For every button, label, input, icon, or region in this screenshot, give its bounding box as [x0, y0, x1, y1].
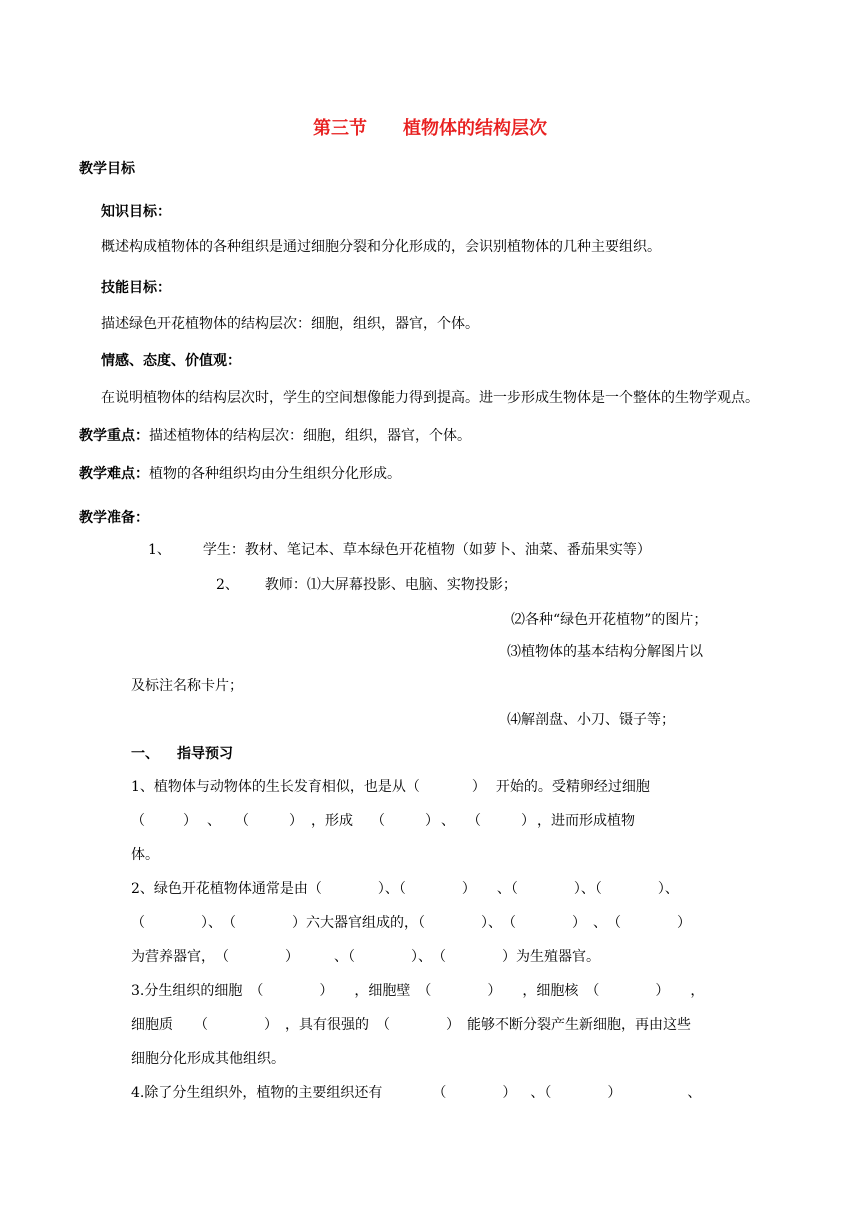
q4-blank-2: 、（ ）: [530, 1085, 622, 1101]
prep-sub-4: ⑷解剖盘、小刀、镊子等；: [507, 712, 675, 728]
key-point-text: 描述植物体的结构层次：细胞，组织，器官，个体。: [149, 428, 471, 444]
q1-mid-text: ，形成: [311, 813, 353, 829]
q1-end-text: ，进而形成植物: [537, 813, 635, 829]
q1-blank-close: ）: [471, 779, 486, 795]
question-2-line-2: （ ）、 （ ）六大器官组成的，（ ）、 （ ） 、 （ ）: [131, 915, 691, 931]
question-1-line-3: 体。: [131, 847, 159, 863]
prep-sub-2: ⑵各种“绿色开花植物”的图片；: [511, 612, 708, 628]
prep-item-2-number: 2、: [216, 577, 239, 593]
difficulty: [79, 465, 401, 483]
prep-item-1: [148, 541, 651, 559]
section-1-number: 一、: [131, 746, 159, 762]
difficulty-label: 教学难点：: [79, 466, 149, 482]
prep-item-2-text: 教师：⑴大屏幕投影、电脑、实物投影；: [264, 577, 517, 593]
prep-sub-3: ⑶植物体的基本结构分解图片以: [507, 644, 703, 660]
question-3-line-2: 细胞质 （ ） ，具有很强的 （ ） 能够不断分裂产生新细胞，再由这些: [131, 1017, 691, 1033]
knowledge-goal-label: 知识目标：: [101, 204, 171, 220]
question-1-line-2: [131, 812, 635, 830]
title-text: 植物体的结构层次: [403, 118, 547, 139]
q1-text-a: 1、植物体与动物体的生长发育相似，也是从（: [131, 779, 420, 795]
section-1-heading: [131, 745, 233, 763]
question-4-line-1: [131, 1084, 701, 1102]
q1-text-c: 开始的。受精卵经过细胞: [495, 779, 650, 795]
key-point-label: 教学重点：: [79, 428, 149, 444]
q1-sep-1: 、: [207, 813, 221, 829]
key-point: [79, 427, 471, 445]
q4-blank-1: （ ）: [432, 1085, 517, 1101]
page-title: [0, 117, 860, 141]
q4-sep: 、: [687, 1085, 702, 1101]
q4-text-a: 4.除了分生组织外，植物的主要组织还有: [131, 1085, 383, 1101]
title-section-number: 第三节: [313, 118, 367, 139]
section-1-label: 指导预习: [177, 746, 233, 762]
skill-goal-text: 描述绿色开花植物体的结构层次：细胞，组织，器官，个体。: [101, 316, 479, 332]
q1-blank-1-open: （: [131, 813, 145, 829]
prep-item-1-number: 1、: [148, 542, 171, 558]
question-3-line-3: 细胞分化形成其他组织。: [131, 1051, 285, 1067]
q1-blank-4-open: （: [467, 813, 481, 829]
q1-blank-2-close: ）: [289, 813, 303, 829]
question-1-line-1: [131, 778, 650, 796]
q1-blank-3-open: （: [371, 813, 385, 829]
q1-blank-2-open: （: [235, 813, 249, 829]
q1-blank-1-close: ）: [183, 813, 197, 829]
emotion-goal-text: 在说明植物体的结构层次时，学生的空间想像能力得到提高。进一步形成生物体是一个整体的生物学观点。: [101, 390, 759, 406]
q1-sep-2: 、: [441, 813, 455, 829]
difficulty-text: 植物的各种组织均由分生组织分化形成。: [149, 466, 401, 482]
prep-sub-3-cont: 及标注名称卡片；: [131, 678, 243, 694]
question-2-line-3: 为营养器官， （ ） 、（ ）、 （ ）为生殖器官。: [131, 949, 600, 965]
q1-blank-4-close: ）: [521, 813, 535, 829]
knowledge-goal-text: 概述构成植物体的各种组织是通过细胞分裂和分化形成的，会识别植物体的几种主要组织。: [101, 239, 661, 255]
prep-item-2: [216, 576, 517, 594]
skill-goal-label: 技能目标：: [101, 280, 171, 296]
goals-heading: 教学目标: [79, 161, 135, 177]
question-2-line-1: 2、绿色开花植物体通常是由（ ）、（ ） 、（ ）、（ ）、: [131, 881, 679, 897]
prep-item-1-text: 学生：教材、笔记本、草本绿色开花植物（如萝卜、油菜、番茄果实等）: [202, 542, 651, 558]
question-3-line-1: 3.分生组织的细胞 （ ） ，细胞壁 （ ） ，细胞核 （ ） ，: [131, 983, 705, 999]
prep-label: 教学准备：: [79, 510, 149, 526]
q1-blank-3-close: ）: [425, 813, 439, 829]
emotion-goal-label: 情感、态度、价值观：: [101, 353, 241, 369]
